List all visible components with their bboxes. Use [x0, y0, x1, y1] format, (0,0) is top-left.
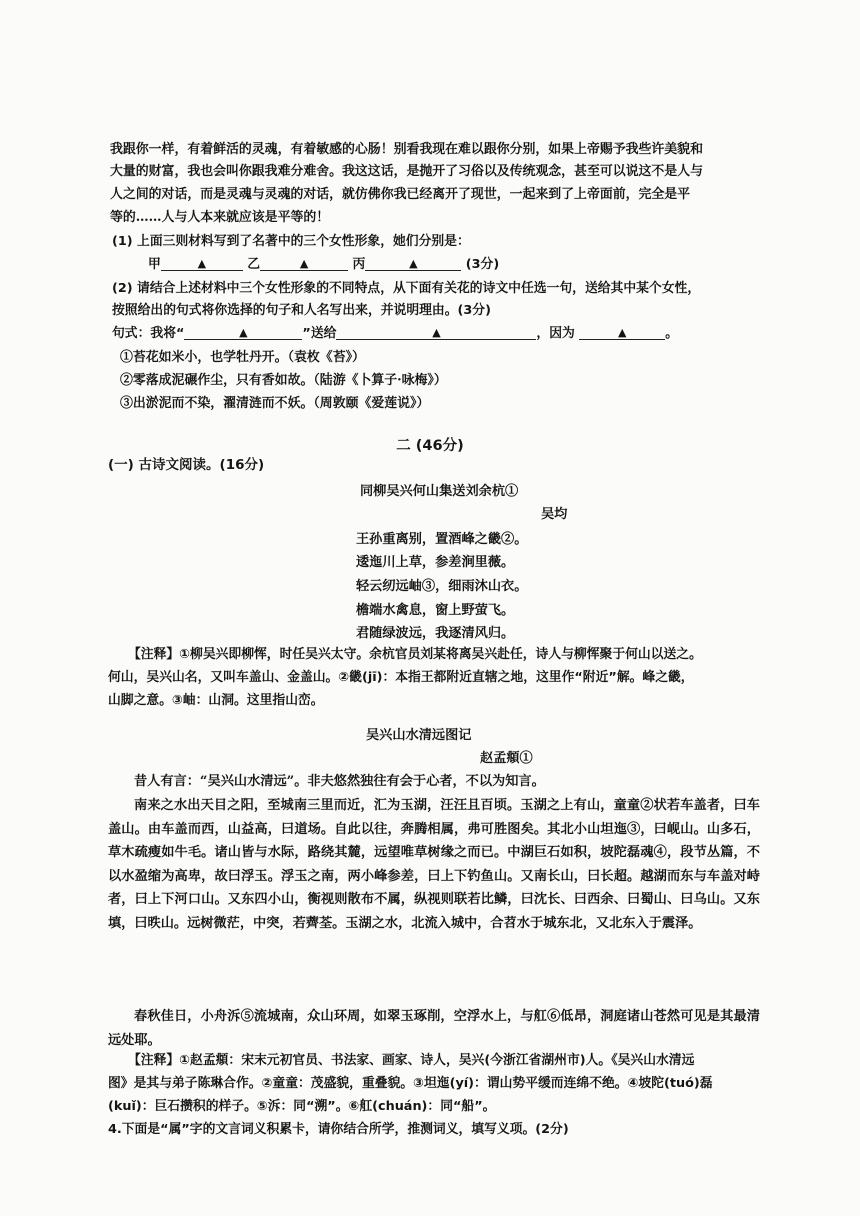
answer-blank-c[interactable]: ▲ [365, 256, 461, 271]
pattern-blank-reason[interactable]: ▲ [579, 325, 665, 340]
essay-paragraph-2: 南来之水出天目之阳，至城南三里而近，汇为玉湖，汪汪且百顷。玉湖之上有山，童童②状若车盖者，曰车盖山。由车盖而西，山益高，曰道场。自此以往，奔腾相属，弗可胜图矣。其北小山坦迤③，曰岘山。山多石，草木疏瘦如牛毛。诸山皆与水际，路绕其麓，远望唯草树缘之而已。中湖巨石如积，坡陀磊魂④，段节丛篇，不以水盈缩为高卑，故曰浮玉。浮玉之南，两小峰参差，曰上下钓鱼山。又南长山，曰长超。越湖而东与车盖对峙者，曰上下河口山。又东四小山，衡视则散布不属，纵视则联若比鳞，曰沈长、曰西余、曰蜀山、曰乌山。又东填，曰昳山。远树微茫，中突，若薺荃。玉湖之水，北流入城中，合苕水于城东北，又北东入于震泽。 [108, 798, 760, 931]
q2-line-1: (2) 请结合上述材料中三个女性形象的不同特点，从下面有关花的诗文中任选一句，送给其中某个女性， [112, 281, 701, 296]
essay-author: 赵孟頫① [480, 751, 533, 766]
poem-author: 吴均 [541, 507, 568, 522]
poem-note-line-2: 何山，吴兴山名，又叫车盖山、金盖山。②畿(jī)：本指王都附近直辖之地，这里作“附近”解。峰之畿， [108, 670, 694, 685]
essay-paragraph-3: 春秋佳日，小舟泝⑤流城南，众山环周，如翠玉琢削，空浮水上，与舡⑥低昂，洞庭诸山苍然可见是其最清远处耶。 [108, 1009, 760, 1048]
q4-prompt: 4.下面是“属”字的文言词义积累卡，请你结合所学，推测词义，填写义项。(2分) [108, 1122, 569, 1137]
pattern-label: 句式：我将“ [112, 326, 185, 341]
q2-pattern-row [112, 325, 678, 343]
material-line-4: 等的……人与人本来就应该是平等的！ [110, 210, 330, 225]
poem-note-line-1: 【注释】①柳吴兴即柳恽，时任吴兴太守。余杭官员刘某将离吴兴赴任，诗人与柳恽聚于何山以送之。 [128, 647, 702, 662]
essay-paragraph-1: 昔人有言：“吴兴山水清远”。非夫悠然独往有会于心者，不以为知言。 [134, 774, 545, 789]
material-line-2: 大量的财富，我也会叫你跟我难分难舍。我这这话，是抛开了习俗以及传统观念，甚至可以说这不是人与 [110, 164, 703, 179]
flower-option-2: ②零落成泥碾作尘，只有香如故。（陆游《卜算子·咏梅》） [120, 373, 447, 388]
q1-prompt: (1) 上面三则材料写到了名著中的三个女性形象，她们分别是： [112, 234, 470, 249]
material-line-1: 我跟你一样，有着鲜活的灵魂，有着敏感的心肠！别看我现在难以跟你分别，如果上帝赐予我些许美貌和 [110, 142, 703, 157]
answer-blank-b[interactable]: ▲ [260, 256, 348, 271]
subsection-title: (一) 古诗文阅读。(16分) [108, 457, 265, 473]
pattern-because: ，因为 [536, 326, 575, 341]
pattern-blank-name[interactable]: ▲ [336, 325, 536, 340]
flower-option-1: ①苔花如米小，也学牡丹开。（袁枚《苔》） [120, 350, 365, 365]
poem-note-line-3: 山脚之意。③岫：山洞。这里指山峦。 [108, 693, 324, 708]
q1-label-a: 甲 [148, 257, 161, 272]
poem-title: 同柳吴兴何山集送刘余杭① [360, 484, 519, 499]
poem-line-4: 檐端水禽息，窗上野萤飞。 [356, 603, 515, 618]
material-line-3: 人之间的对话，而是灵魂与灵魂的对话，就仿佛你我已经离开了现世，一起来到了上帝面前，完全是平 [110, 187, 691, 202]
pattern-blank-sentence[interactable]: ▲ [184, 325, 302, 340]
essay-title: 吴兴山水清远图记 [366, 728, 472, 743]
pattern-mid: ”送给 [302, 326, 337, 341]
q2-line-2: 按照给出的句式将你选择的句子和人名写出来，并说明理由。(3分) [112, 303, 491, 318]
answer-blank-a[interactable]: ▲ [161, 256, 243, 271]
q1-label-b: 乙 [247, 257, 261, 272]
poem-line-2: 逶迤川上草，参差涧里薇。 [356, 555, 515, 570]
pattern-end: 。 [665, 326, 679, 341]
poem-line-1: 王孙重离别，置酒峰之畿②。 [356, 532, 528, 547]
poem-line-3: 轻云纫远岫③，细雨沐山衣。 [356, 579, 528, 594]
q1-label-c: 丙 [352, 257, 366, 272]
flower-option-3: ③出淤泥而不染，濯清涟而不妖。（周敦颐《爱莲说》） [120, 396, 430, 411]
q1-answer-row [148, 256, 499, 274]
q1-score: (3分) [465, 257, 500, 272]
section-title: 二 (46分) [396, 438, 464, 454]
poem-line-5: 君随绿波远，我逐清风归。 [356, 626, 515, 641]
essay-note-line-2: 图》是其与弟子陈琳合作。②童童：茂盛貌，重叠貌。③坦迤(yí)：谓山势平缓而连绵不绝。④坡陀(tuó)磊 [108, 1076, 713, 1091]
essay-note-line-3: (kuǐ)：巨石攒积的样子。⑤泝：同“溯”。⑥舡(chuán)：同“船”。 [108, 1099, 496, 1114]
essay-note-line-1: 【注释】①赵孟頫：宋末元初官员、书法家、画家、诗人，吴兴(今浙江省湖州市)人。《吴兴山水清远 [128, 1053, 695, 1068]
